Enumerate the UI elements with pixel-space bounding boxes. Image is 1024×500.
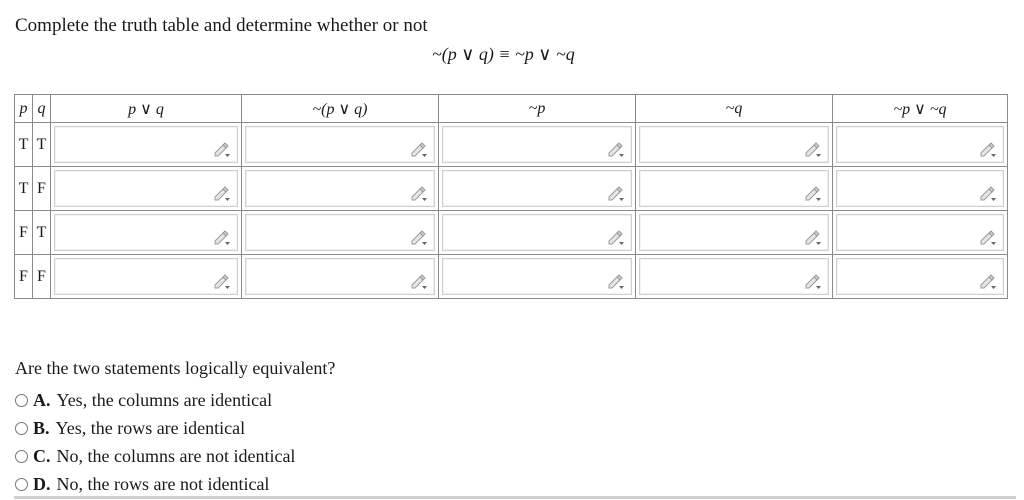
option-c[interactable] bbox=[15, 442, 295, 470]
radio-button[interactable] bbox=[15, 422, 28, 435]
answer-cell[interactable] bbox=[242, 255, 439, 299]
pencil-dropdown-icon[interactable] bbox=[410, 142, 428, 158]
header-not-p-or-not-q: ~p ∨ ~q bbox=[833, 95, 1008, 123]
pencil-dropdown-icon[interactable] bbox=[213, 142, 231, 158]
answer-cell[interactable] bbox=[833, 123, 1008, 167]
answer-cell[interactable] bbox=[439, 211, 636, 255]
pencil-dropdown-icon[interactable] bbox=[979, 142, 997, 158]
pencil-dropdown-icon[interactable] bbox=[607, 274, 625, 290]
option-d[interactable] bbox=[15, 470, 295, 498]
pencil-dropdown-icon[interactable] bbox=[410, 186, 428, 202]
answer-input[interactable] bbox=[54, 170, 238, 207]
truth-value-p: T bbox=[15, 167, 33, 211]
answer-input[interactable] bbox=[639, 214, 829, 251]
answer-cell[interactable] bbox=[51, 167, 242, 211]
answer-cell[interactable] bbox=[439, 123, 636, 167]
answer-cell[interactable] bbox=[51, 123, 242, 167]
pencil-dropdown-icon[interactable] bbox=[804, 142, 822, 158]
header-not-p: ~p bbox=[439, 95, 636, 123]
pencil-dropdown-icon[interactable] bbox=[979, 230, 997, 246]
pencil-dropdown-icon[interactable] bbox=[979, 274, 997, 290]
answer-input[interactable] bbox=[639, 170, 829, 207]
answer-cell[interactable] bbox=[833, 255, 1008, 299]
formula: ~(p ∨ q) ≡ ~p ∨ ~q bbox=[432, 44, 575, 64]
answer-cell[interactable] bbox=[242, 167, 439, 211]
option-text: Yes, the rows are identical bbox=[55, 417, 246, 438]
pencil-dropdown-icon[interactable] bbox=[804, 274, 822, 290]
answer-input[interactable] bbox=[442, 170, 632, 207]
answer-input[interactable] bbox=[54, 258, 238, 295]
answer-input[interactable] bbox=[836, 214, 1004, 251]
instruction-text: Complete the truth table and determine whether or not bbox=[15, 15, 428, 36]
table-row bbox=[15, 167, 1008, 211]
option-letter: A. bbox=[33, 389, 51, 410]
answer-input[interactable] bbox=[442, 126, 632, 163]
answer-input[interactable] bbox=[836, 170, 1004, 207]
answer-input[interactable] bbox=[54, 214, 238, 251]
answer-input[interactable] bbox=[836, 258, 1004, 295]
answer-cell[interactable] bbox=[636, 255, 833, 299]
divider bbox=[14, 496, 1016, 499]
answer-cell[interactable] bbox=[636, 211, 833, 255]
header-p-or-q: p ∨ q bbox=[51, 95, 242, 123]
answer-input[interactable] bbox=[639, 258, 829, 295]
equivalence-question: Are the two statements logically equivalent? bbox=[15, 358, 336, 378]
option-text: Yes, the columns are identical bbox=[56, 389, 273, 410]
answer-cell[interactable] bbox=[51, 211, 242, 255]
truth-value-q: T bbox=[33, 211, 51, 255]
answer-input[interactable] bbox=[245, 170, 435, 207]
table-header-row bbox=[15, 95, 1008, 123]
answer-cell[interactable] bbox=[439, 255, 636, 299]
table-row bbox=[15, 123, 1008, 167]
answer-input[interactable] bbox=[639, 126, 829, 163]
answer-cell[interactable] bbox=[833, 167, 1008, 211]
answer-cell[interactable] bbox=[242, 211, 439, 255]
answer-options bbox=[15, 386, 295, 498]
answer-input[interactable] bbox=[442, 214, 632, 251]
header-not-q: ~q bbox=[636, 95, 833, 123]
answer-input[interactable] bbox=[245, 214, 435, 251]
truth-value-p: F bbox=[15, 211, 33, 255]
pencil-dropdown-icon[interactable] bbox=[213, 230, 231, 246]
pencil-dropdown-icon[interactable] bbox=[410, 230, 428, 246]
pencil-dropdown-icon[interactable] bbox=[410, 274, 428, 290]
pencil-dropdown-icon[interactable] bbox=[804, 230, 822, 246]
option-letter: B. bbox=[33, 417, 50, 438]
header-p: p bbox=[15, 95, 33, 123]
answer-cell[interactable] bbox=[636, 123, 833, 167]
pencil-dropdown-icon[interactable] bbox=[607, 186, 625, 202]
option-letter: D. bbox=[33, 473, 51, 494]
radio-button[interactable] bbox=[15, 394, 28, 407]
option-b[interactable] bbox=[15, 414, 295, 442]
header-q: q bbox=[33, 95, 51, 123]
answer-cell[interactable] bbox=[636, 167, 833, 211]
truth-value-p: T bbox=[15, 123, 33, 167]
header-not-p-or-q: ~(p ∨ q) bbox=[242, 95, 439, 123]
pencil-dropdown-icon[interactable] bbox=[607, 230, 625, 246]
truth-table bbox=[14, 94, 1008, 299]
answer-cell[interactable] bbox=[833, 211, 1008, 255]
answer-cell[interactable] bbox=[439, 167, 636, 211]
option-letter: C. bbox=[33, 445, 51, 466]
truth-value-q: F bbox=[33, 167, 51, 211]
answer-input[interactable] bbox=[245, 258, 435, 295]
pencil-dropdown-icon[interactable] bbox=[979, 186, 997, 202]
table-row bbox=[15, 255, 1008, 299]
truth-value-q: F bbox=[33, 255, 51, 299]
pencil-dropdown-icon[interactable] bbox=[213, 186, 231, 202]
option-a[interactable] bbox=[15, 386, 295, 414]
answer-input[interactable] bbox=[245, 126, 435, 163]
answer-cell[interactable] bbox=[242, 123, 439, 167]
option-text: No, the rows are not identical bbox=[56, 473, 270, 494]
truth-value-p: F bbox=[15, 255, 33, 299]
truth-value-q: T bbox=[33, 123, 51, 167]
pencil-dropdown-icon[interactable] bbox=[804, 186, 822, 202]
table-row bbox=[15, 211, 1008, 255]
pencil-dropdown-icon[interactable] bbox=[607, 142, 625, 158]
pencil-dropdown-icon[interactable] bbox=[213, 274, 231, 290]
radio-button[interactable] bbox=[15, 450, 28, 463]
answer-input[interactable] bbox=[442, 258, 632, 295]
radio-button[interactable] bbox=[15, 478, 28, 491]
option-text: No, the columns are not identical bbox=[56, 445, 296, 466]
answer-input[interactable] bbox=[54, 126, 238, 163]
answer-cell[interactable] bbox=[51, 255, 242, 299]
answer-input[interactable] bbox=[836, 126, 1004, 163]
